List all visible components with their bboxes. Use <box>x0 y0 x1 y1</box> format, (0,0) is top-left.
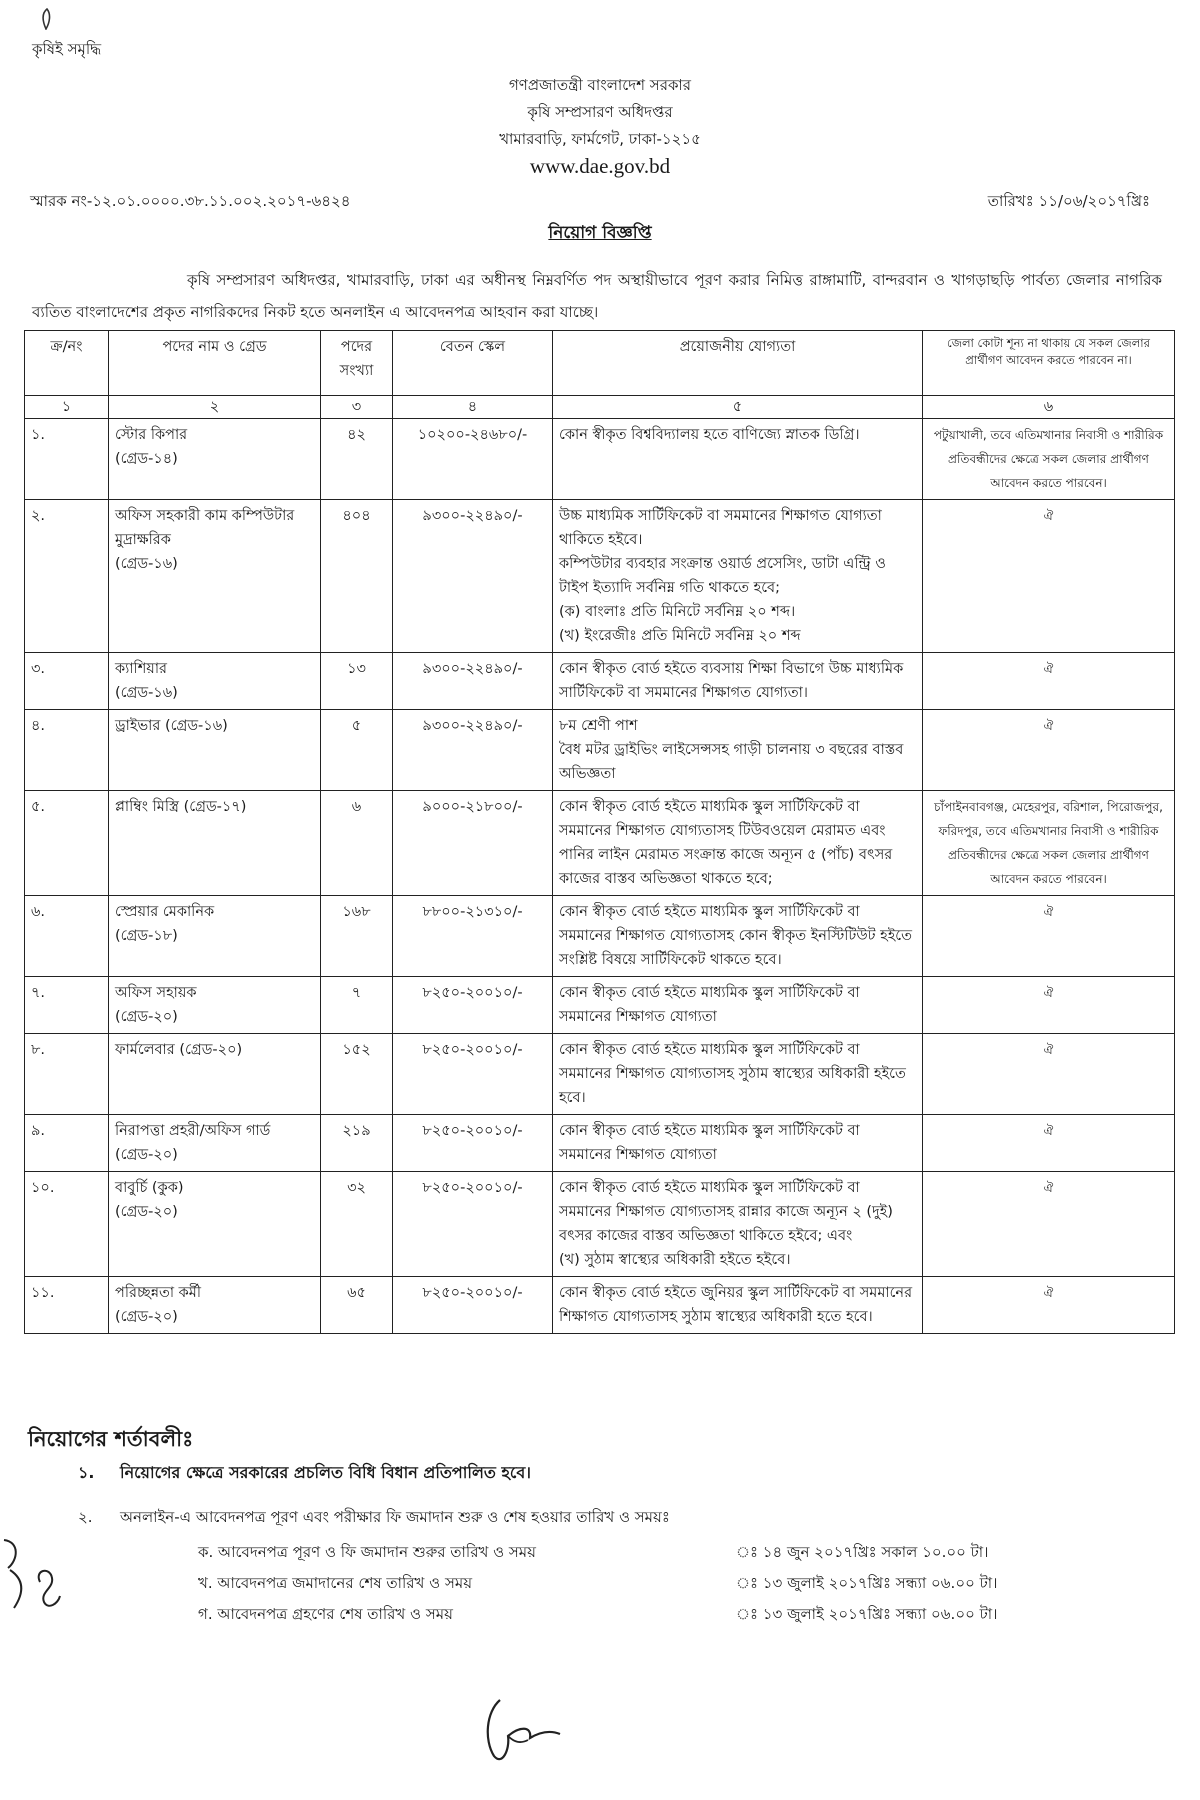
post-count: ৭ <box>321 977 393 1034</box>
district-quota-note: ঐ <box>923 653 1175 710</box>
district-quota-note: ঐ <box>923 977 1175 1034</box>
salary-scale: ৯৩০০-২২৪৯০/- <box>393 710 553 791</box>
post-name: ফার্মলেবার (গ্রেড-২০) <box>109 1034 321 1115</box>
post-name: স্প্রেয়ার মেকানিক (গ্রেড-১৮) <box>109 896 321 977</box>
schedule-value: ঃ ১৪ জুন ২০১৭খ্রিঃ সকাল ১০.০০ টা। <box>736 1543 989 1561</box>
column-number: ৪ <box>393 396 553 419</box>
table-row <box>25 419 1175 500</box>
district-quota-note: ঐ <box>923 1277 1175 1334</box>
district-quota-note: ঐ <box>923 710 1175 791</box>
serial-number: ৭. <box>25 977 109 1034</box>
district-quota-note: ঐ <box>923 1172 1175 1277</box>
serial-number: ১১. <box>25 1277 109 1334</box>
district-quota-note: ঐ <box>923 1115 1175 1172</box>
officer-signature <box>480 1690 590 1774</box>
qualification: কোন স্বীকৃত বোর্ড হইতে মাধ্যমিক স্কুল সার্টিফিকেট বা সমমানের শিক্ষাগত যোগ্যতাসহ কোন স্বীকৃত ইনস্টিটিউট হইতে সংশ্লিষ্ট বিষয়ে সার্টিফিকেট থাকতে হবে। <box>553 896 923 977</box>
salary-scale: ৮২৫০-২০০১০/- <box>393 977 553 1034</box>
schedule-line-start <box>198 1541 1078 1566</box>
schedule-value: ঃ ১৩ জুলাই ২০১৭খ্রিঃ সন্ধ্যা ০৬.০০ টা। <box>736 1605 998 1623</box>
post-name: অফিস সহায়ক (গ্রেড-২০) <box>109 977 321 1034</box>
table-row <box>25 1277 1175 1334</box>
post-count: ৩২ <box>321 1172 393 1277</box>
qualification: কোন স্বীকৃত বোর্ড হইতে মাধ্যমিক স্কুল সার্টিফিকেট বা সমমানের শিক্ষাগত যোগ্যতাসহ সুঠাম স্বাস্থ্যের অধিকারী হইতে হবে। <box>553 1034 923 1115</box>
schedule-line-submission-end <box>198 1572 1078 1597</box>
salary-scale: ১০২০০-২৪৬৮০/- <box>393 419 553 500</box>
post-count: ৪০৪ <box>321 500 393 653</box>
column-number-row <box>25 396 1175 419</box>
serial-number: ৮. <box>25 1034 109 1115</box>
post-count: ১৩ <box>321 653 393 710</box>
post-count: ৬৫ <box>321 1277 393 1334</box>
condition-item-1 <box>78 1460 531 1487</box>
salary-scale: ৯৩০০-২২৪৯০/- <box>393 653 553 710</box>
salary-scale: ৯০০০-২১৮০০/- <box>393 791 553 896</box>
header-post-name: পদের নাম ও গ্রেড <box>109 331 321 396</box>
qualification: ৮ম শ্রেণী পাশ বৈধ মটর ড্রাইভিং লাইসেন্সসহ গাড়ী চালনায় ৩ বছরের বাস্তব অভিজ্ঞতা <box>553 710 923 791</box>
govt-name: গণপ্রজাতন্ত্রী বাংলাদেশ সরকার <box>508 76 692 94</box>
office-address: খামারবাড়ি, ফার্মগেট, ঢাকা-১২১৫ <box>499 130 701 148</box>
salary-scale: ৮২৫০-২০০১০/- <box>393 1277 553 1334</box>
schedule-label: গ. আবেদনপত্র গ্রহণের শেষ তারিখ ও সময় <box>198 1605 453 1623</box>
serial-number: ১০. <box>25 1172 109 1277</box>
column-number: ১ <box>25 396 109 419</box>
post-count: ২১৯ <box>321 1115 393 1172</box>
serial-number: ২. <box>25 500 109 653</box>
schedule-line-receipt-end <box>198 1603 1078 1628</box>
post-name: প্লাম্বিং মিস্ত্রি (গ্রেড-১৭) <box>109 791 321 896</box>
post-name: ড্রাইভার (গ্রেড-১৬) <box>109 710 321 791</box>
qualification: কোন স্বীকৃত বোর্ড হইতে ব্যবসায় শিক্ষা বিভাগে উচ্চ মাধ্যমিক সার্টিফিকেট বা সমমানের শিক্ষাগত যোগ্যতা। <box>553 653 923 710</box>
schedule-value: ঃ ১৩ জুলাই ২০১৭খ্রিঃ সন্ধ্যা ০৬.০০ টা। <box>736 1574 998 1592</box>
district-quota-note: পটুয়াখালী, তবে এতিমখানার নিবাসী ও শারীরিক প্রতিবন্ধীদের ক্ষেত্রে সকল জেলার প্রার্থীগণ আবেদন করতে পারবেন। <box>923 419 1175 500</box>
post-count: ১৬৮ <box>321 896 393 977</box>
header-post-count: পদের সংখ্যা <box>321 331 393 396</box>
table-row <box>25 1034 1175 1115</box>
column-number: ২ <box>109 396 321 419</box>
memo-number: স্মারক নং-১২.০১.০০০০.৩৮.১১.০০২.২০১৭-৬৪২৪ <box>30 192 351 210</box>
serial-number: ৯. <box>25 1115 109 1172</box>
condition-text: নিয়োগের ক্ষেত্রে সরকারের প্রচলিত বিধি বিধান প্রতিপালিত হবে। <box>120 1463 531 1482</box>
salary-scale: ৮৮০০-২১৩১০/- <box>393 896 553 977</box>
condition-number: ২. <box>78 1508 93 1526</box>
website: www.dae.gov.bd <box>529 154 671 178</box>
salary-scale: ৮২৫০-২০০১০/- <box>393 1172 553 1277</box>
department-name: কৃষি সম্প্রসারণ অধিদপ্তর <box>527 103 673 121</box>
serial-number: ১. <box>25 419 109 500</box>
conditions-title: নিয়োগের শর্তাবলীঃ <box>28 1427 194 1451</box>
post-name: বাবুর্চি (কুক) (গ্রেড-২০) <box>109 1172 321 1277</box>
header-district-quota: জেলা কোটা শূন্য না থাকায় যে সকল জেলার প্রার্থীগণ আবেদন করতে পারবেন না। <box>923 331 1175 396</box>
intro-paragraph: কৃষি সম্প্রসারণ অধিদপ্তর, খামারবাড়ি, ঢাকা এর অধীনস্থ নিম্নবর্ণিত পদ অস্থায়ীভাবে পূরণ করার নিমিত্ত রাঙ্গামাটি, বান্দরবান ও খাগড়াছড়ি পার্বত্য জেলার নাগরিক ব্যতিত বাংলাদেশের প্রকৃত নাগরিকদের নিকট হতে অনলাইন এ আবেদনপত্র আহবান করা যাচ্ছে। <box>32 271 1162 321</box>
district-quota-note: ঐ <box>923 500 1175 653</box>
table-row <box>25 791 1175 896</box>
emblem-mark <box>40 8 54 35</box>
column-number: ৩ <box>321 396 393 419</box>
table-row <box>25 896 1175 977</box>
column-number: ৫ <box>553 396 923 419</box>
district-quota-note: চাঁপাইনবাবগঞ্জ, মেহেরপুর, বরিশাল, পিরোজপুর, ফরিদপুর, তবে এতিমখানার নিবাসী ও শারীরিক প্রতিবন্ধীদের ক্ষেত্রে সকল জেলার প্রার্থীগণ আবেদন করতে পারবেন। <box>923 791 1175 896</box>
post-name: স্টোর কিপার (গ্রেড-১৪) <box>109 419 321 500</box>
table-row <box>25 500 1175 653</box>
post-name: নিরাপত্তা প্রহরী/অফিস গার্ড (গ্রেড-২০) <box>109 1115 321 1172</box>
condition-text: অনলাইন-এ আবেদনপত্র পূরণ এবং পরীক্ষার ফি জমাদান শুরু ও শেষ হওয়ার তারিখ ও সময়ঃ <box>120 1508 670 1526</box>
qualification: উচ্চ মাধ্যমিক সার্টিফিকেট বা সমমানের শিক্ষাগত যোগ্যতা থাকিতে হইবে। কম্পিউটার ব্যবহার সংক্রান্ত ওয়ার্ড প্রসেসিং, ডাটা এন্ট্রি ও টাইপ ইত্যাদি সর্বনিম্ন গতি থাকতে হবে; (ক) বাংলাঃ প্রতি মিনিটে সর্বনিম্ন ২০ শব্দ। (খ) ইংরেজীঃ প্রতি মিনিটে সর্বনিম্ন ২০ শব্দ <box>553 500 923 653</box>
condition-number: ১. <box>78 1463 95 1482</box>
serial-number: ৬. <box>25 896 109 977</box>
qualification: কোন স্বীকৃত বোর্ড হইতে মাধ্যমিক স্কুল সার্টিফিকেট বা সমমানের শিক্ষাগত যোগ্যতাসহ টিউবওয়েল মেরামত এবং পানির লাইন মেরামত সংক্রান্ত কাজে অন্যূন ৫ (পাঁচ) বৎসর কাজের বাস্তব অভিজ্ঞতা থাকতে হবে; <box>553 791 923 896</box>
salary-scale: ৮২৫০-২০০১০/- <box>393 1115 553 1172</box>
district-quota-note: ঐ <box>923 1034 1175 1115</box>
district-quota-note: ঐ <box>923 896 1175 977</box>
post-count: ৬ <box>321 791 393 896</box>
qualification: কোন স্বীকৃত বিশ্ববিদ্যালয় হতে বাণিজ্যে স্নাতক ডিগ্রি। <box>553 419 923 500</box>
post-name: ক্যাশিয়ার (গ্রেড-১৬) <box>109 653 321 710</box>
posts-table <box>24 330 1175 1334</box>
table-row <box>25 977 1175 1034</box>
header-qualification: প্রয়োজনীয় যোগ্যতা <box>553 331 923 396</box>
serial-number: ৫. <box>25 791 109 896</box>
qualification: কোন স্বীকৃত বোর্ড হইতে মাধ্যমিক স্কুল সার্টিফিকেট বা সমমানের শিক্ষাগত যোগ্যতা <box>553 977 923 1034</box>
schedule-label: খ. আবেদনপত্র জমাদানের শেষ তারিখ ও সময় <box>198 1574 473 1592</box>
schedule-label: ক. আবেদনপত্র পূরণ ও ফি জমাদান শুরুর তারিখ ও সময় <box>198 1543 536 1561</box>
header-salary-scale: বেতন স্কেল <box>393 331 553 396</box>
column-number: ৬ <box>923 396 1175 419</box>
qualification: কোন স্বীকৃত বোর্ড হইতে জুনিয়র স্কুল সার্টিফিকেট বা সমমানের শিক্ষাগত যোগ্যতাসহ সুঠাম স্বাস্থ্যের অধিকারী হতে হবে। <box>553 1277 923 1334</box>
salary-scale: ৯৩০০-২২৪৯০/- <box>393 500 553 653</box>
table-row <box>25 1115 1175 1172</box>
notice-date: তারিখঃ ১১/০৬/২০১৭খ্রিঃ <box>987 192 1150 210</box>
post-count: ৫ <box>321 710 393 791</box>
post-count: ১৫২ <box>321 1034 393 1115</box>
table-row <box>25 1172 1175 1277</box>
post-name: অফিস সহকারী কাম কম্পিউটার মুদ্রাক্ষরিক (গ্রেড-১৬) <box>109 500 321 653</box>
table-row <box>25 653 1175 710</box>
post-count: ৪২ <box>321 419 393 500</box>
salary-scale: ৮২৫০-২০০১০/- <box>393 1034 553 1115</box>
qualification: কোন স্বীকৃত বোর্ড হইতে মাধ্যমিক স্কুল সার্টিফিকেট বা সমমানের শিক্ষাগত যোগ্যতা <box>553 1115 923 1172</box>
header-serial: ক্র/নং <box>25 331 109 396</box>
serial-number: ৩. <box>25 653 109 710</box>
notice-title: নিয়োগ বিজ্ঞপ্তি <box>548 223 652 243</box>
office-header <box>0 72 1200 180</box>
qualification: কোন স্বীকৃত বোর্ড হইতে মাধ্যমিক স্কুল সার্টিফিকেট বা সমমানের শিক্ষাগত যোগ্যতাসহ রান্নার কাজে অন্যূন ২ (দুই) বৎসর কাজের বাস্তব অভিজ্ঞতা থাকিতে হইবে; এবং (খ) সুঠাম স্বাস্থ্যের অধিকারী হইতে হইবে। <box>553 1172 923 1277</box>
post-name: পরিচ্ছন্নতা কর্মী (গ্রেড-২০) <box>109 1277 321 1334</box>
table-header-row <box>25 331 1175 396</box>
motto: কৃষিই সমৃদ্ধি <box>32 40 102 58</box>
handwritten-initial <box>0 1530 70 1624</box>
serial-number: ৪. <box>25 710 109 791</box>
table-row <box>25 710 1175 791</box>
condition-item-2 <box>78 1506 670 1531</box>
